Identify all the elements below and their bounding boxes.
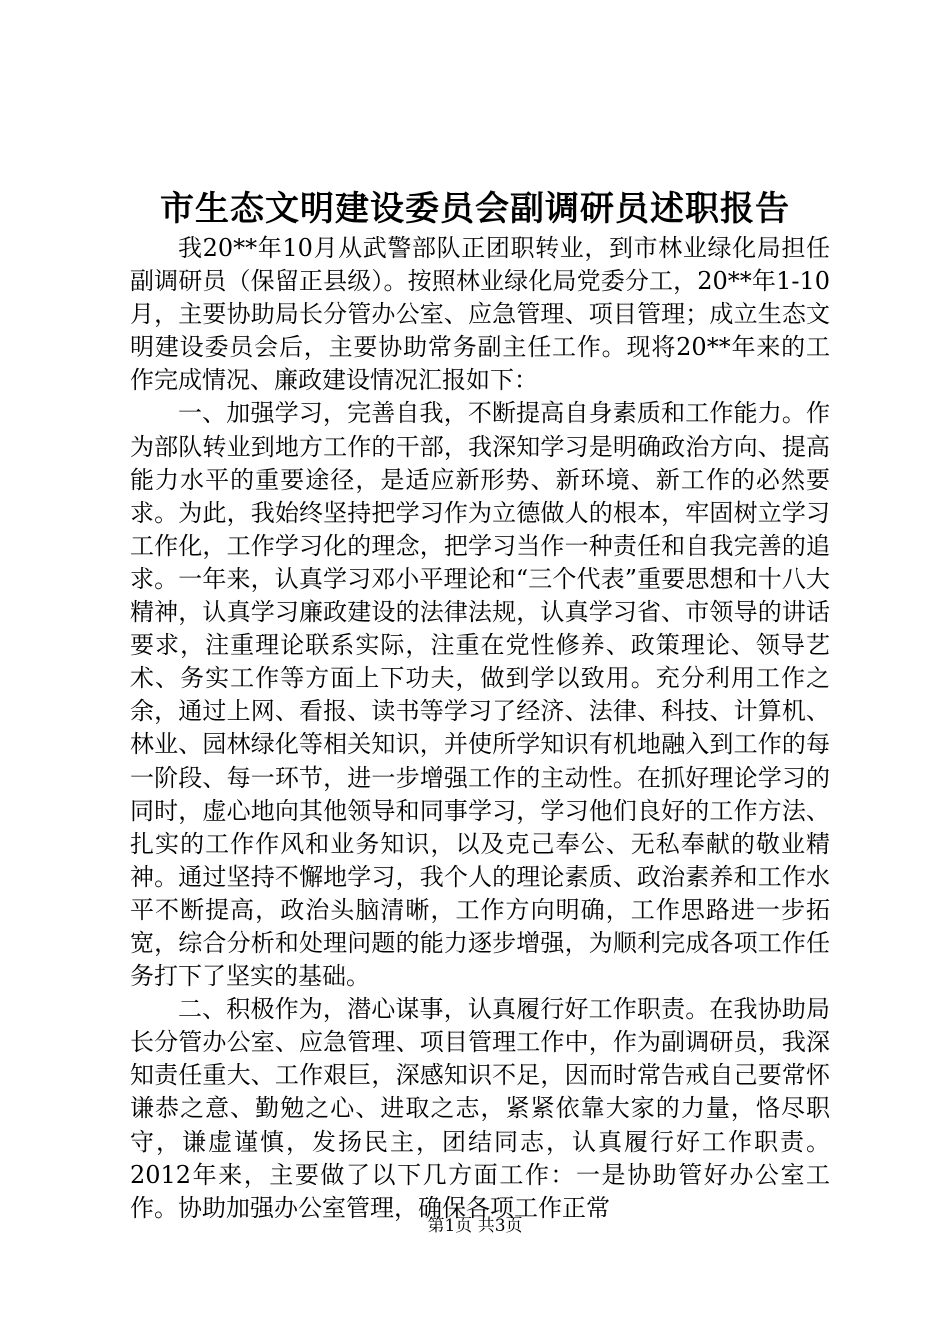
page-number-footer: 第1页 共3页 bbox=[427, 1216, 523, 1236]
paragraph-section-one: 一、加强学习，完善自我，不断提高自身素质和工作能力。作为部队转业到地方工作的干部，我深知学习是明确政治方向、提高能力水平的重要途径，是适应新形势、新环境、新工作的必然要求。为此，我始终坚持把学习作为立德做人的根本，牢固树立学习工作化，工作学习化的理念，把学习当作一种责任和自我完善的追求。一年来，认真学习邓小平理论和“三个代表”重要思想和十八大精神，认真学习廉政建设的法律法规，认真学习省、市领导的讲话要求，注重理论联系实际，注重在党性修养、政策理论、领导艺术、务实工作等方面上下功夫，做到学以致用。充分利用工作之余，通过上网、看报、读书等学习了经济、法律、科技、计算机、林业、园林绿化等相关知识，并使所学知识有机地融入到工作的每一阶段、每一环节，进一步增强工作的主动性。在抓好理论学习的同时，虚心地向其他领导和同事学习，学习他们良好的工作方法、扎实的工作作风和业务知识，以及克己奉公、无私奉献的敬业精神。通过坚持不懈地学习，我个人的理论素质、政治素养和工作水平不断提高，政治头脑清晰，工作方向明确，工作思路进一步拓宽，综合分析和处理问题的能力逐步增强，为顺利完成各项工作任务打下了坚实的基础。 bbox=[130, 399, 830, 991]
document-title: 市生态文明建设委员会副调研员述职报告 bbox=[160, 189, 790, 229]
paragraph-intro: 我20**年10月从武警部队正团职转业，到市林业绿化局担任副调研员（保留正县级）。按照林业绿化局党委分工，20**年1-10月，主要协助局长分管办公室、应急管理、项目管理；成立生态文明建设委员会后，主要协助常务副主任工作。现将20**年来的工作完成情况、廉政建设情况汇报如下： bbox=[130, 234, 830, 395]
paragraph-section-two: 二、积极作为，潜心谋事，认真履行好工作职责。在我协助局长分管办公室、应急管理、项目管理工作中，作为副调研员，我深知责任重大、工作艰巨，深感知识不足，因而时常告戒自己要常怀谦恭之意、勤勉之心、进取之志，紧紧依靠大家的力量，恪尽职守，谦虚谨慎，发扬民主，团结同志，认真履行好工作职责。2012年来，主要做了以下几方面工作：一是协助管好办公室工作。协助加强办公室管理，确保各项工作正常 bbox=[130, 995, 830, 1222]
document-body bbox=[130, 232, 830, 1225]
